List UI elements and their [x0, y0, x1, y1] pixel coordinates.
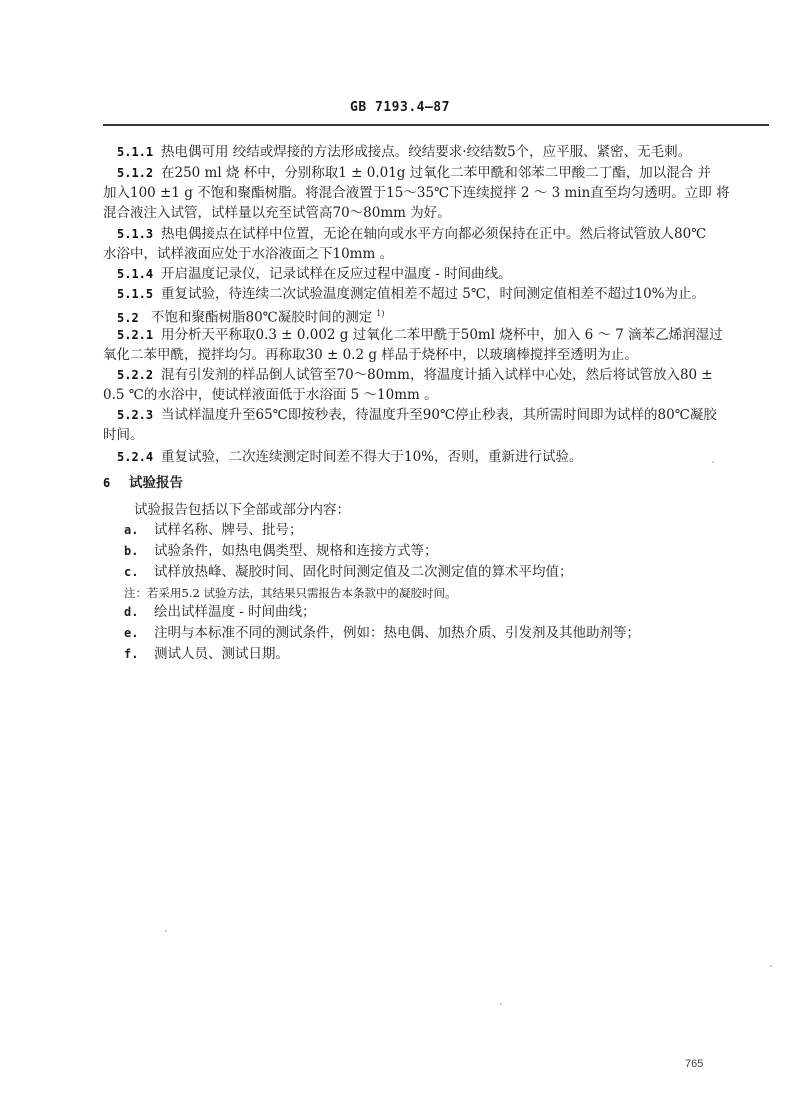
item-letter: c. [124, 565, 139, 579]
item-letter: a. [124, 523, 139, 537]
clause-number: 5.2.2 [117, 368, 154, 382]
standard-code-header: GB 7193.4—87 [350, 100, 450, 115]
item-text: 注明与本标准不同的测试条件，例如：热电偶、加热介质、引发剂及其他助剂等； [154, 625, 640, 641]
clause-5-2-3 [117, 406, 787, 424]
scan-speck [500, 1003, 502, 1005]
footnote-mark: 1) [376, 309, 385, 318]
clause-text: 在250 ml 烧 杯中，分别称取1 ± 0.01g 过氧化二苯甲酰和邻苯二甲酸二丁酯，加以混合 并 [161, 165, 712, 181]
clause-5-2 [117, 305, 787, 327]
clause-number: 5.1.5 [117, 287, 154, 301]
clause-text: 重复试验，二次连续测定时间差不得大于10%，否则，重新进行试验。 [161, 449, 583, 465]
clause-5-1-5 [117, 285, 787, 303]
clause-5-1-4 [117, 265, 787, 283]
clause-5-1-2-cont: 加入100 ±1 g 不饱和聚酯树脂。将混合液置于15～35℃下连续搅拌 2 ～ 3 min直至均匀透明。立即 将 [103, 185, 730, 201]
header-rule [103, 124, 769, 126]
item-text: 测试人员、测试日期。 [154, 646, 289, 662]
clause-5-1-2-cont: 混合液注入试管，试样量以充至试管高70～80mm 为好。 [103, 205, 451, 221]
clause-number: 5.1.3 [117, 227, 154, 241]
scan-speck [770, 965, 772, 967]
clause-title: 不饱和聚酯树脂80℃凝胶时间的测定 [151, 309, 373, 326]
report-item-f [124, 645, 794, 663]
clause-number: 5.2 [117, 310, 139, 325]
scan-speck [165, 930, 167, 932]
clause-text: 热电偶可用 绞结或焊接的方法形成接点。绞结要求·绞结数5个，应平服、紧密、无毛刺。 [161, 144, 692, 160]
clause-5-1-3-cont: 水浴中，试样液面应处于水浴液面之下10mm 。 [103, 246, 394, 262]
item-text: 绘出试样温度 - 时间曲线； [154, 604, 316, 620]
clause-5-2-2-cont: 0.5 ℃的水浴中，使试样液面低于水浴面 5 ～10mm 。 [103, 387, 438, 403]
page-number: 765 [685, 1058, 704, 1070]
clause-5-1-1 [117, 143, 787, 161]
clause-5-2-4 [117, 448, 787, 466]
section-title: 试验报告 [129, 475, 183, 491]
section-6-intro: 试验报告包括以下全部或部分内容： [134, 502, 350, 518]
item-text: 试验条件，如热电偶类型、规格和连接方式等； [154, 543, 438, 559]
report-item-d [124, 603, 794, 621]
item-letter: b. [124, 544, 139, 558]
clause-5-2-2 [117, 366, 787, 384]
item-text: 试样放热峰、凝胶时间、固化时间测定值及二次测定值的算术平均值； [154, 564, 573, 580]
report-item-e [124, 624, 794, 642]
section-number: 6 [103, 476, 111, 490]
clause-number: 5.2.1 [117, 328, 154, 342]
item-letter: f. [124, 647, 139, 661]
report-item-b [124, 542, 794, 560]
clause-number: 5.2.3 [117, 408, 154, 422]
item-text: 试样名称、牌号、批号； [154, 522, 303, 538]
clause-text: 用分析天平称取0.3 ± 0.002 g 过氧化二苯甲酰于50ml 烧杯中，加入 6 ～ 7 滴苯乙烯润湿过 [161, 327, 723, 343]
scan-speck [712, 461, 714, 463]
item-letter: d. [124, 605, 139, 619]
clause-number: 5.1.4 [117, 267, 154, 281]
report-item-a [124, 521, 794, 539]
report-item-c [124, 563, 794, 581]
item-letter: e. [124, 626, 139, 640]
clause-number: 5.1.2 [117, 166, 154, 180]
clause-5-2-1-cont: 氧化二苯甲酰，搅拌均匀。再称取30 ± 0.2 g 样品于烧杯中，以玻璃棒搅拌至透明为止。 [103, 347, 638, 363]
clause-text: 开启温度记录仪，记录试样在反应过程中温度 - 时间曲线。 [161, 266, 512, 282]
clause-5-2-1 [117, 326, 787, 344]
clause-5-1-2 [117, 164, 787, 182]
section-6-heading [103, 474, 773, 492]
clause-5-2-3-cont: 时间。 [103, 427, 144, 443]
clause-5-1-3 [117, 225, 787, 243]
clause-text: 热电偶接点在试样中位置，无论在轴向或水平方向都必须保持在正中。然后将试管放人80℃ [161, 226, 707, 242]
clause-number: 5.1.1 [117, 145, 154, 159]
clause-text: 当试样温度升至65℃即按秒表，待温度升至90℃停止秒表，其所需时间即为试样的80℃凝胶 [161, 407, 717, 423]
clause-number: 5.2.4 [117, 450, 154, 464]
section-6-note: 注：若采用5.2 试验方法，其结果只需报告本条款中的凝胶时间。 [124, 586, 457, 600]
clause-text: 重复试验，待连续二次试验温度测定值相差不超过 5℃，时间测定值相差不超过10%为止。 [161, 286, 705, 302]
clause-text: 混有引发剂的样品倒人试管至70～80mm，将温度计插入试样中心处，然后将试管放入80 ± [161, 367, 713, 383]
